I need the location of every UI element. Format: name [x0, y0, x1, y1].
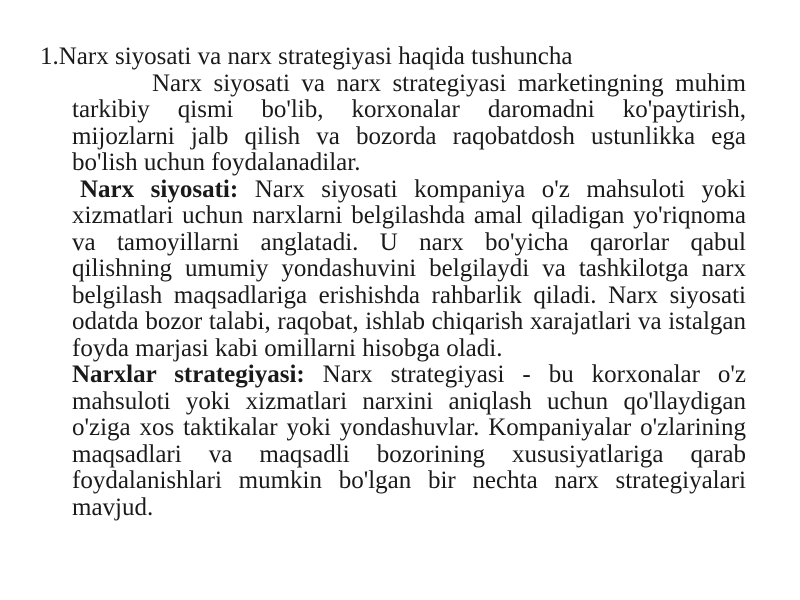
section-heading: 1.Narx siyosati va narx strategiyasi haqida tushuncha: [40, 43, 573, 70]
paragraph-pricing-strategy-text: Narx strategiyasi - bu korxonalar o'z mahsuloti yoki xizmatlari narxini aniqlash uchun qo'llaydigan o'ziga xos taktikalar yoki yondashuvlar. Kompaniyalar o'zlarining maqsadlari va maqsadli bozorining xususiyatlariga qarab foydalanishlari mumkin bo'lgan bir nechta narx strategiyalari mavjud.: [72, 361, 746, 521]
paragraph-pricing-policy: [40, 177, 746, 363]
term-pricing-strategy: Narxlar strategiyasi:: [72, 361, 305, 388]
term-pricing-policy: Narx siyosati:: [80, 175, 239, 203]
paragraph-intro-text: Narx siyosati va narx strategiyasi marketingning muhim tarkibiy qismi bo'lib, korxonalar daromadni ko'paytirish, mijozlarni jalb qilish va bozorda raqobatdosh ustunlikka ega bo'lish uchun foydalanadilar.: [72, 69, 746, 176]
paragraph-pricing-policy-text: Narx siyosati kompaniya o'z mahsuloti yoki xizmatlari uchun narxlarni belgilashda amal qiladigan yo'riqnoma va tamoyillarni anglatadi. U narx bo'yicha qarorlar qabul qilishning umumiy yondashuvini belgilaydi va tashkilotga narx belgilash maqsadlariga erishishda rahbarlik qiladi. Narx siyosati odatda bozor talabi, raqobat, ishlab chiqarish xarajatlari va istalgan foyda marjasi kabi omillarni hisobga oladi.: [72, 175, 746, 362]
paragraph-intro: [40, 71, 746, 177]
slide-content: [40, 44, 746, 521]
paragraph-pricing-strategy: [40, 362, 746, 521]
